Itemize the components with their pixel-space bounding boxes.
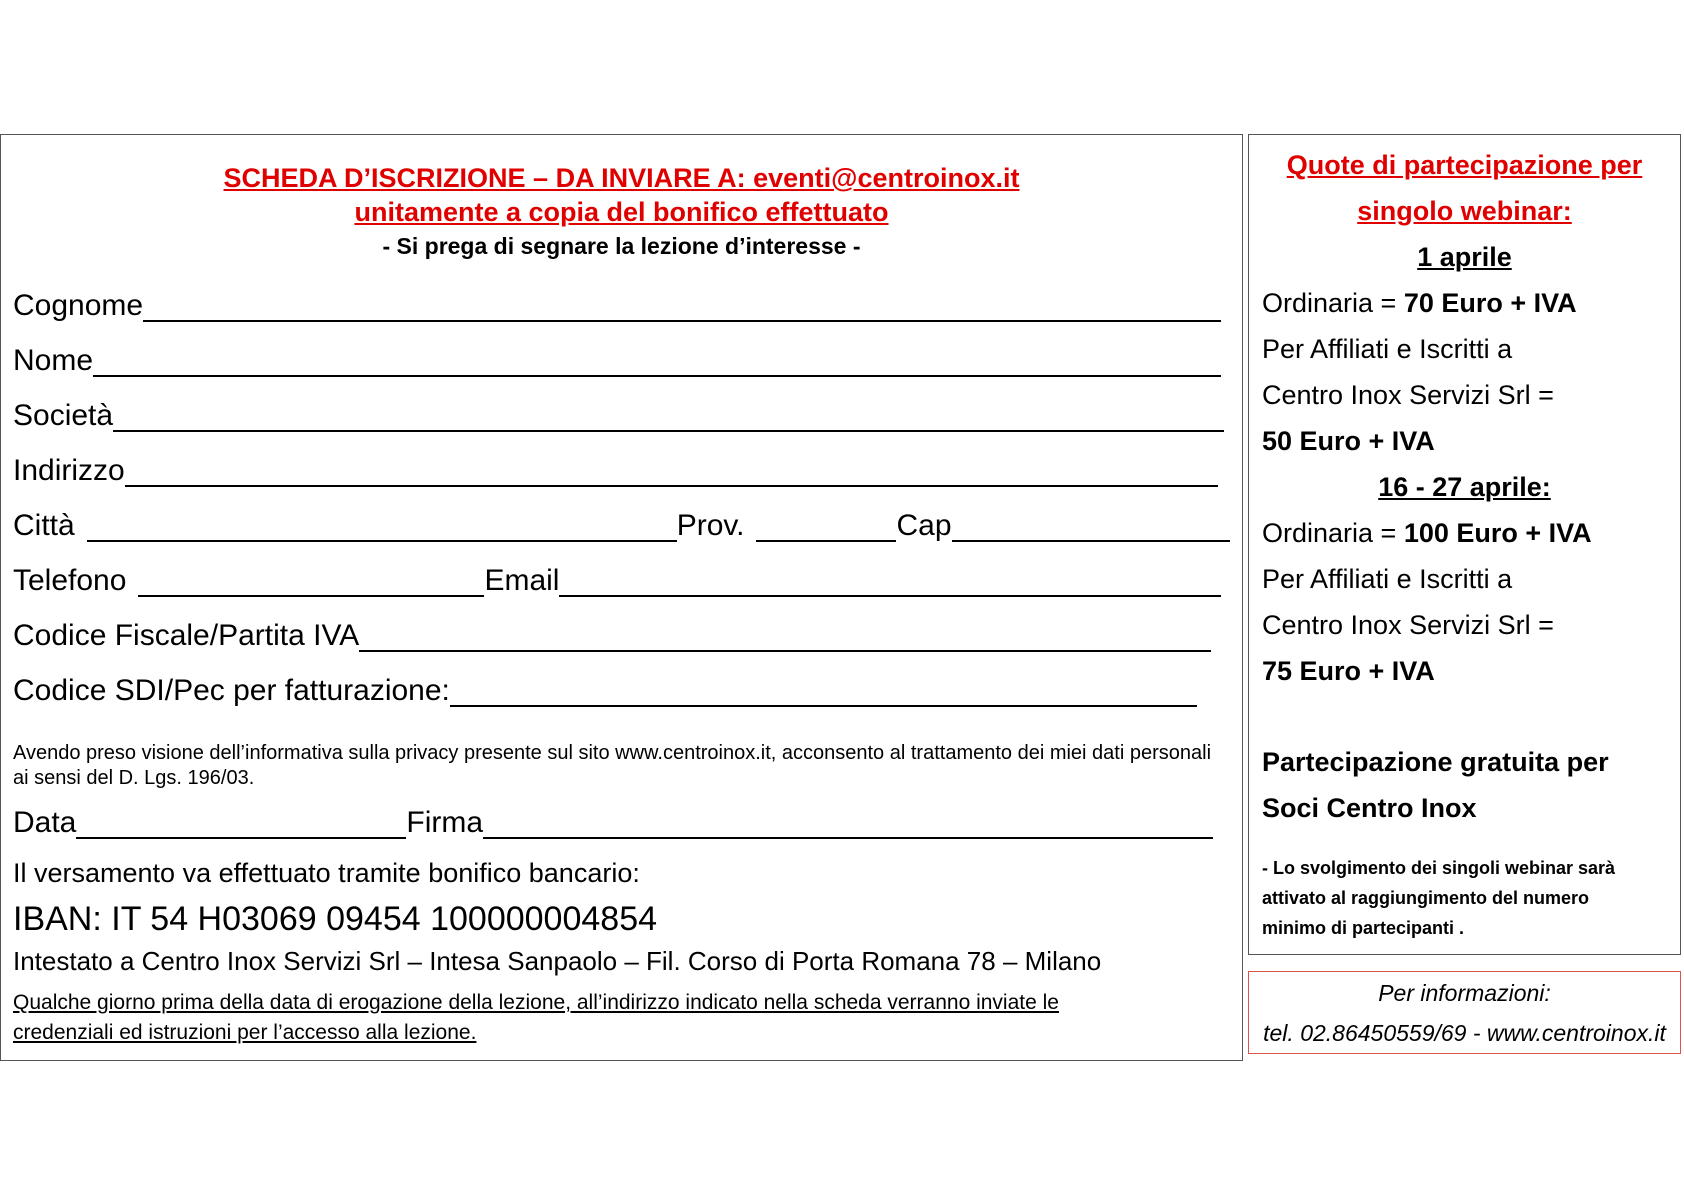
sdi-code-input-line[interactable]	[450, 679, 1197, 707]
info-title: Per informazioni:	[1378, 980, 1551, 1006]
credentials-note-line2: credenziali ed istruzioni per l’accesso alla lezione.	[13, 1021, 477, 1044]
date2-affiliates-line1: Per Affiliati e Iscritti a	[1262, 564, 1513, 594]
company-input-line[interactable]	[113, 404, 1224, 432]
name-field[interactable]	[13, 345, 1221, 377]
date1-affiliates-line1: Per Affiliati e Iscritti a	[1262, 334, 1513, 364]
free-participation-line1: Partecipazione gratuita per	[1262, 747, 1609, 777]
beneficiary-text: Intestato a Centro Inox Servizi Srl – Intesa Sanpaolo – Fil. Corso di Porta Romana 78 – Milano	[13, 946, 1102, 976]
phone-input-line[interactable]	[138, 569, 484, 597]
pricing-date-1: 1 aprile	[1417, 242, 1512, 272]
date2-affiliates-price: 75 Euro + IVA	[1262, 656, 1435, 686]
phone-email-row[interactable]	[13, 565, 1221, 597]
surname-field[interactable]	[13, 290, 1221, 322]
tax-code-input-line[interactable]	[359, 624, 1211, 652]
date1-affiliates-price: 50 Euro + IVA	[1262, 426, 1435, 456]
surname-label: Cognome	[13, 289, 144, 322]
date1-ordinary-price: 70 Euro + IVA	[1403, 288, 1577, 318]
tax-code-label: Codice Fiscale/Partita IVA	[13, 619, 360, 652]
free-participation-line2: Soci Centro Inox	[1262, 793, 1477, 823]
company-field[interactable]	[13, 400, 1224, 432]
pricing-title-line1: Quote di partecipazione per	[1286, 150, 1643, 180]
credentials-note-line1: Qualche giorno prima della data di erogazione della lezione, all’indirizzo indicato nella scheda verranno inviate le	[13, 991, 1059, 1014]
city-label: Città	[13, 509, 75, 542]
date1-affiliates-line2: Centro Inox Servizi Srl =	[1262, 380, 1554, 410]
province-input-line[interactable]	[756, 514, 896, 542]
date-label: Data	[13, 806, 77, 839]
phone-label: Telefono	[13, 564, 127, 597]
privacy-consent-text: Avendo preso visione dell’informativa sulla privacy presente sul sito www.centroinox.it, acconsento al trattamento dei miei dati personali ai sensi del D. Lgs. 196/03.	[13, 742, 1212, 789]
cap-input-line[interactable]	[952, 514, 1230, 542]
address-label: Indirizzo	[13, 454, 125, 487]
pricing-title-line2: singolo webinar:	[1357, 196, 1572, 226]
date2-ordinary-label: Ordinaria =	[1262, 518, 1404, 548]
city-row[interactable]	[13, 510, 1230, 542]
form-header-subtitle: unitamente a copia del bonifico effettuato	[354, 197, 889, 227]
sdi-code-field[interactable]	[13, 675, 1197, 707]
form-header-note: - Si prega di segnare la lezione d’interesse -	[382, 233, 861, 259]
surname-input-line[interactable]	[143, 294, 1221, 322]
iban-text: IBAN: IT 54 H03069 09454 100000004854	[13, 900, 658, 938]
cap-label: Cap	[896, 509, 952, 542]
signature-label: Firma	[406, 806, 484, 839]
province-label: Prov.	[676, 509, 745, 542]
sdi-code-label: Codice SDI/Pec per fatturazione:	[13, 674, 450, 707]
tax-code-field[interactable]	[13, 620, 1211, 652]
date1-ordinary-row	[1262, 288, 1577, 319]
date1-ordinary-label: Ordinaria =	[1262, 288, 1404, 318]
form-header-title: SCHEDA D’ISCRIZIONE – DA INVIARE A: eventi@centroinox.it	[223, 163, 1020, 193]
date-signature-row[interactable]	[13, 807, 1213, 839]
payment-intro: Il versamento va effettuato tramite bonifico bancario:	[13, 858, 640, 888]
date2-ordinary-row	[1262, 518, 1592, 549]
address-field[interactable]	[13, 455, 1218, 487]
name-input-line[interactable]	[93, 349, 1221, 377]
name-label: Nome	[13, 344, 94, 377]
date2-affiliates-line2: Centro Inox Servizi Srl =	[1262, 610, 1554, 640]
email-input-line[interactable]	[559, 569, 1221, 597]
minimum-participants-note	[1262, 853, 1672, 943]
email-label: Email	[484, 564, 560, 597]
pricing-date-2: 16 - 27 aprile:	[1378, 472, 1551, 502]
date2-ordinary-price: 100 Euro + IVA	[1403, 518, 1592, 548]
info-contacts: tel. 02.86450559/69 - www.centroinox.it	[1263, 1020, 1666, 1046]
company-label: Società	[13, 399, 114, 432]
address-input-line[interactable]	[125, 459, 1218, 487]
note-line3: minimo di partecipanti .	[1262, 918, 1465, 938]
date-input-line[interactable]	[76, 811, 406, 839]
note-line2: attivato al raggiungimento del numero	[1262, 888, 1590, 908]
note-line1: - Lo svolgimento dei singoli webinar sarà	[1262, 858, 1616, 878]
signature-input-line[interactable]	[483, 811, 1213, 839]
city-input-line[interactable]	[87, 514, 677, 542]
